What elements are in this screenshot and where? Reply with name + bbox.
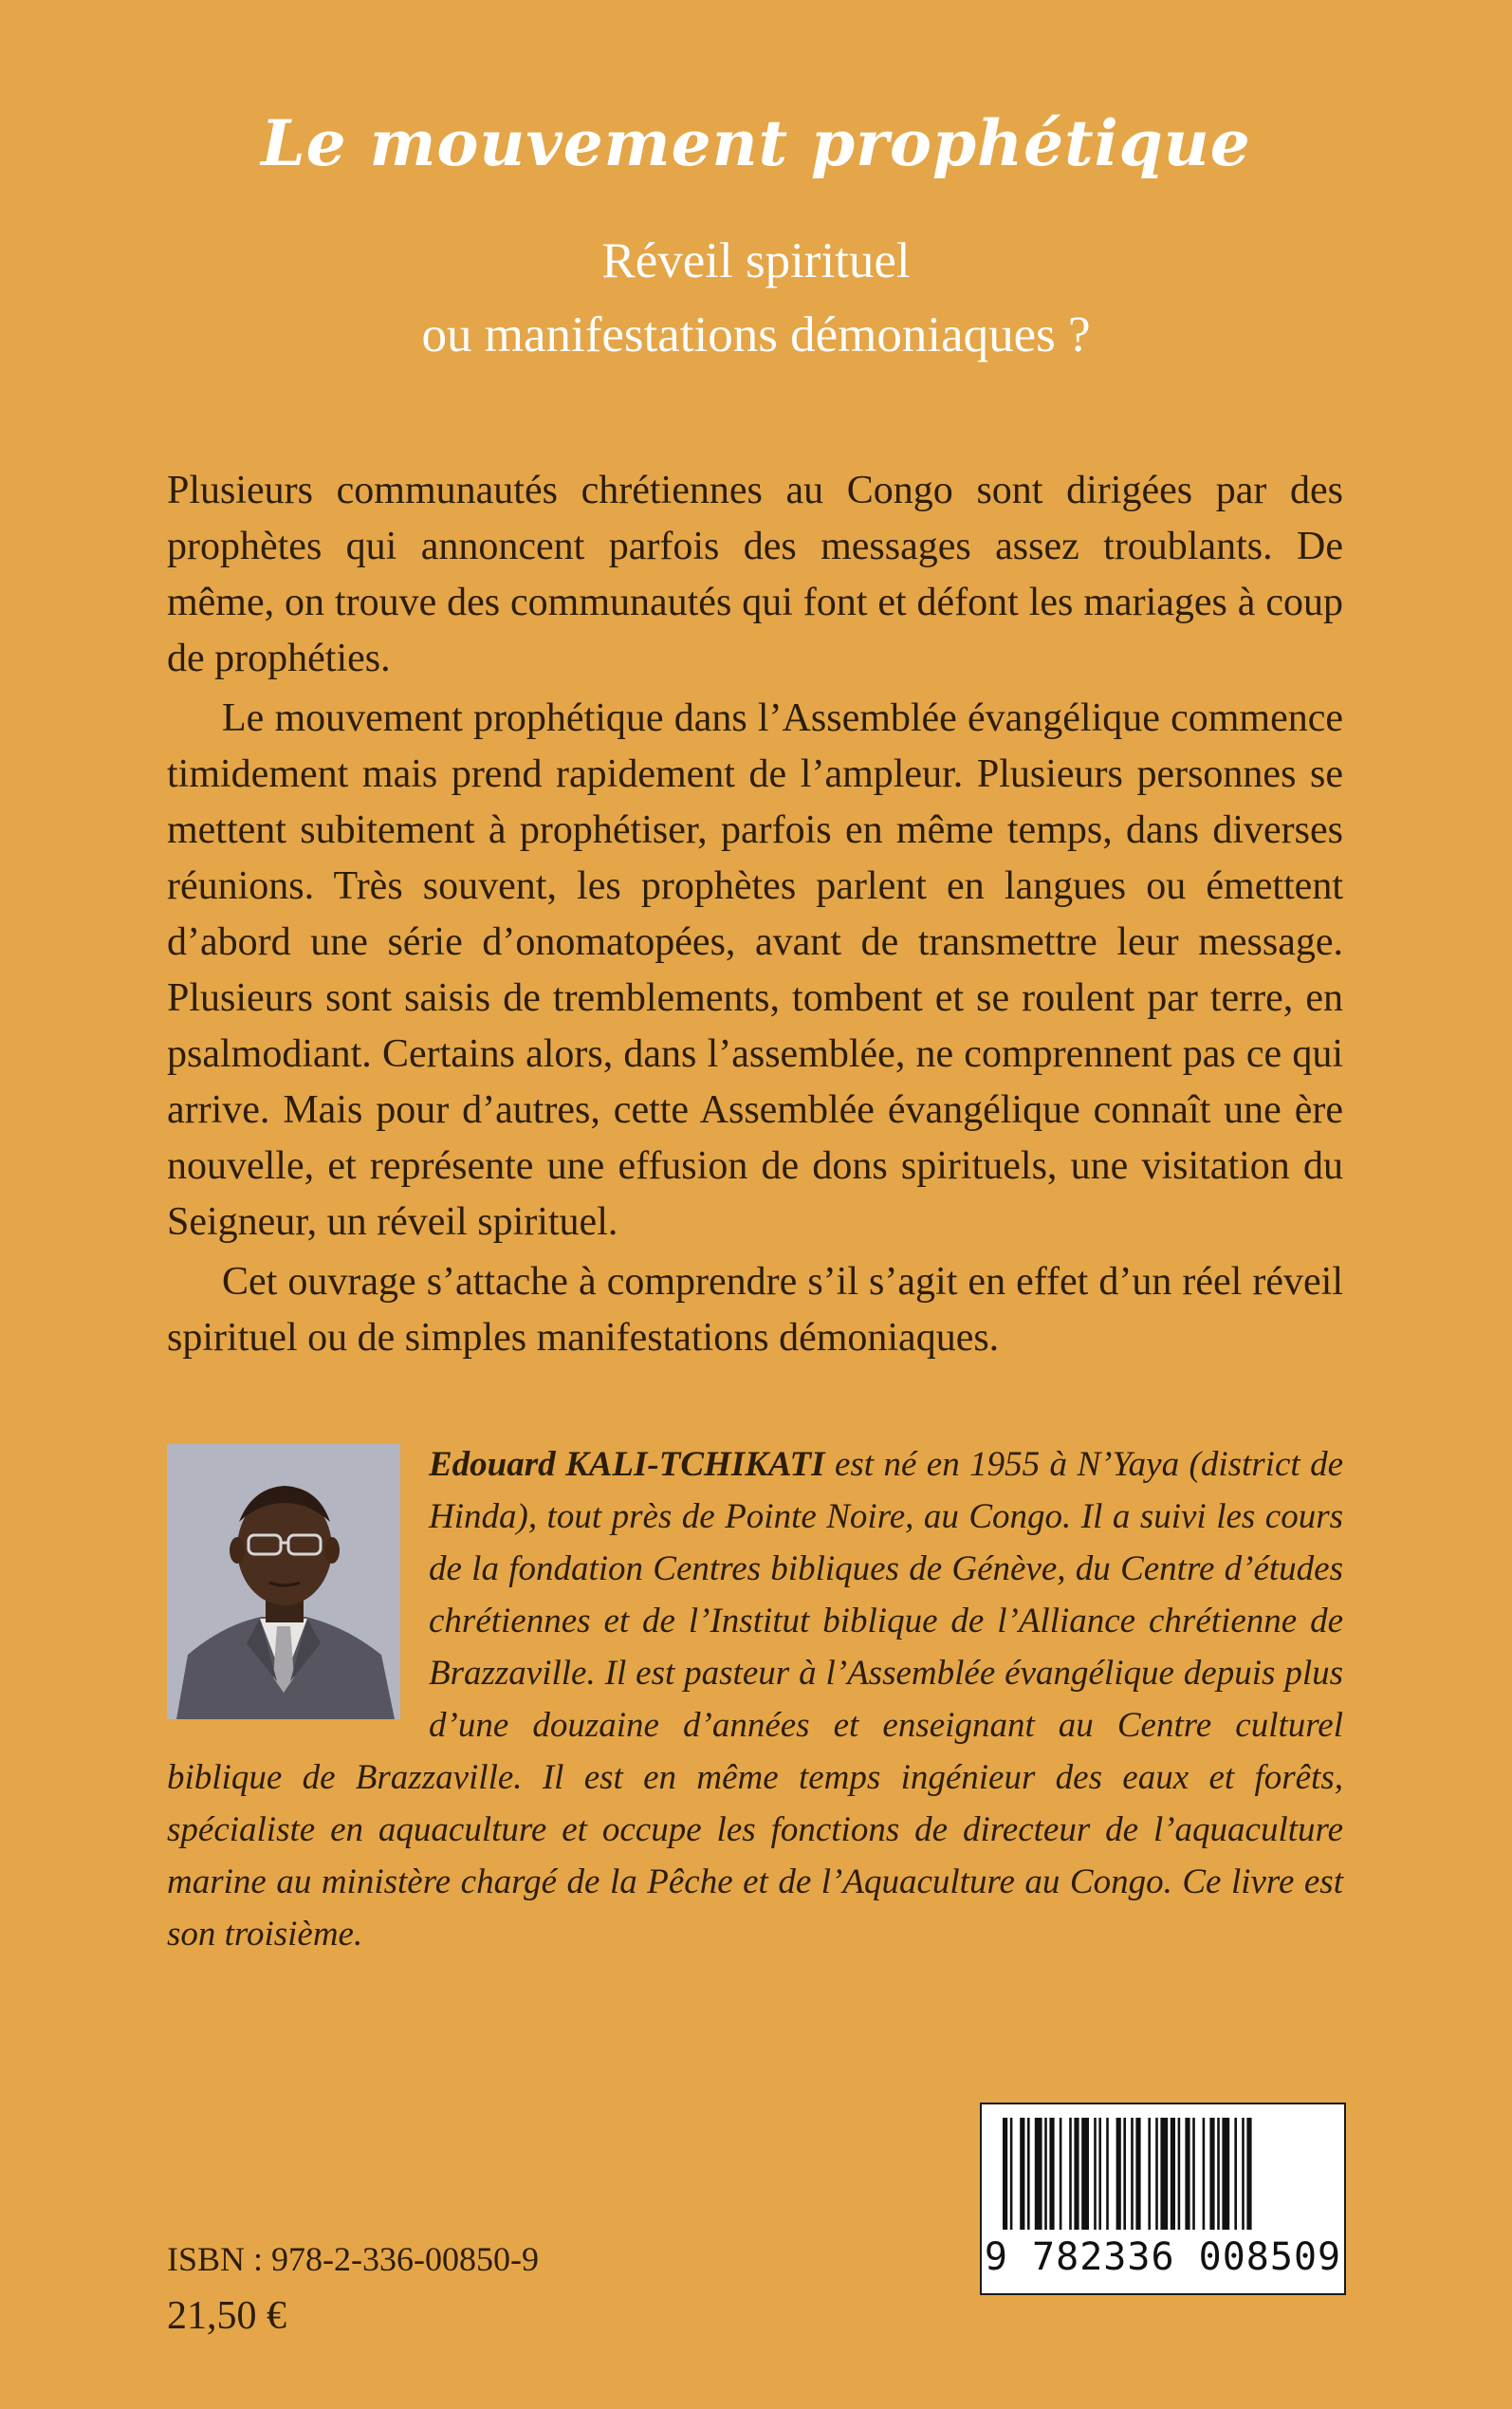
barcode-digits: 9 782336 008509 xyxy=(984,2235,1342,2279)
back-cover-blurb xyxy=(167,463,1343,1370)
barcode-bar xyxy=(1074,2118,1079,2230)
barcode-bar xyxy=(1209,2118,1214,2230)
barcode-bar xyxy=(1060,2118,1062,2230)
price-label: 21,50 € xyxy=(167,2294,286,2338)
subtitle-line-1: Réveil spirituel xyxy=(601,233,911,288)
barcode-bar xyxy=(1178,2118,1181,2230)
barcode-bar xyxy=(1131,2118,1134,2230)
barcode-bar xyxy=(1192,2118,1195,2230)
author-portrait-illustration xyxy=(167,1444,400,1719)
barcode-bar xyxy=(1027,2118,1030,2230)
author-name: Edouard KALI-TCHIKATI xyxy=(429,1445,825,1484)
barcode-bar xyxy=(1203,2118,1206,2230)
barcode-bar xyxy=(1003,2118,1007,2230)
author-photo xyxy=(167,1444,400,1719)
book-subtitle xyxy=(0,224,1512,372)
subtitle-line-2: ou manifestations démoniaques ? xyxy=(421,307,1091,362)
barcode-bar xyxy=(1106,2118,1109,2230)
barcode-bar xyxy=(1069,2118,1072,2230)
barcode-bar xyxy=(1135,2118,1140,2230)
barcode-bar xyxy=(1217,2118,1220,2230)
barcode-bar xyxy=(1160,2118,1168,2230)
barcode-bar xyxy=(1222,2118,1229,2230)
barcode-bar xyxy=(1242,2118,1245,2230)
barcode-bars xyxy=(982,2104,1344,2237)
barcode-bar xyxy=(1094,2118,1097,2230)
book-title: Le mouvement prophétique xyxy=(261,106,1251,180)
barcode-bar xyxy=(1155,2118,1158,2230)
barcode-bar xyxy=(1044,2118,1047,2230)
barcode-bar xyxy=(1234,2118,1237,2230)
barcode-bar xyxy=(1171,2118,1175,2230)
barcode-bar xyxy=(1049,2118,1054,2230)
barcode xyxy=(980,2103,1346,2295)
barcode-bar xyxy=(1035,2118,1042,2230)
author-bio-text: est né en 1955 à N’Yaya (district de Hinda), tout près de Pointe Noire, au Congo. Il a suivi les cours de la fondation Centres bibliques de Génève, du Centre d’études chrétiennes et de l’Institut biblique de l’Alliance chrétienne de Brazzaville. Il est pasteur à l’Assemblée évangélique depuis plus d’une douzaine d’années et enseignant au Centre culturel biblique de Brazzaville. Il est en même temps ingénieur des eaux et forêts, spécialiste en aquaculture et occupe les fonctions de directeur de l’aquaculture marine au ministère chargé de la Pêche et de l’Aquaculture au Congo. Ce livre est son troisième. xyxy=(167,1445,1343,1954)
barcode-bar xyxy=(1123,2118,1126,2230)
barcode-bar xyxy=(1116,2118,1121,2230)
author-biography xyxy=(167,1438,1343,1960)
isbn-label: ISBN : 978-2-336-00850-9 xyxy=(167,2240,539,2278)
barcode-bar xyxy=(1185,2118,1189,2230)
blurb-paragraph-1: Plusieurs communautés chrétiennes au Congo sont dirigées par des prophètes qui annoncent parfois des messages assez troublants. De même, on trouve des communautés qui font et défont les mariages à coup de prophéties. xyxy=(167,469,1343,680)
barcode-bar xyxy=(1098,2118,1101,2230)
blurb-paragraph-2: Le mouvement prophétique dans l’Assemblée évangélique commence timidement mais prend rapidement de l’ampleur. Plusieurs personnes se mettent subitement à prophétiser, parfois en même temps, dans diverses réunions. Très souvent, les prophètes parlent en langues ou émettent d’abord une série d’onomatopées, avant de transmettre leur message. Plusieurs sont saisis de tremblements, tombent et se roulent par terre, en psalmodiant. Certains alors, dans l’assemblée, ne comprennent pas ce qui arrive. Mais pour d’autres, cette Assemblée évangélique connaît une ère nouvelle, et représente une effusion de dons spirituels, une visitation du Seigneur, un réveil spirituel. xyxy=(167,696,1343,1244)
barcode-bar xyxy=(1246,2118,1251,2230)
blurb-paragraph-3: Cet ouvrage s’attache à comprendre s’il s’agit en effet d’un réel réveil spirituel ou de simples manifestations démoniaques. xyxy=(167,1260,1343,1360)
barcode-bar xyxy=(1020,2118,1024,2230)
barcode-bar xyxy=(1081,2118,1089,2230)
barcode-bar xyxy=(1010,2118,1013,2230)
barcode-bar xyxy=(1148,2118,1151,2230)
